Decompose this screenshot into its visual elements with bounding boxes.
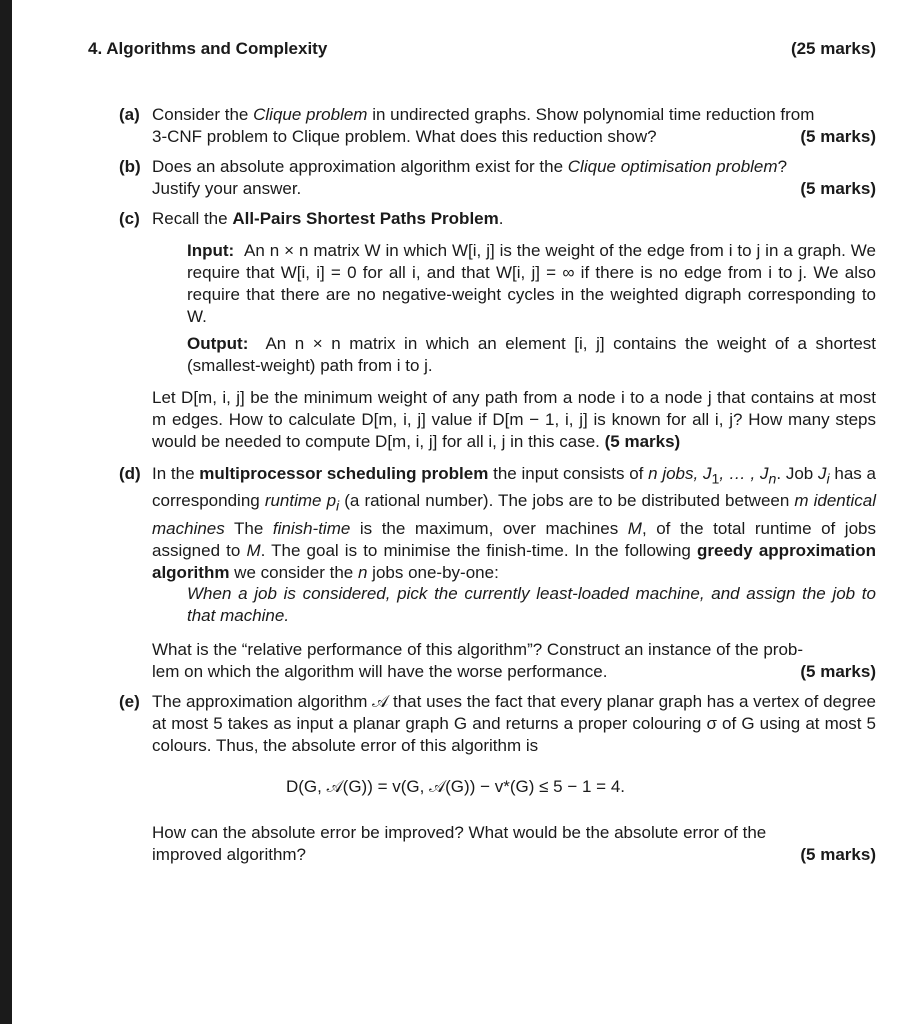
part-d-text: we consider the: [229, 562, 358, 582]
part-a-line2: 3-CNF problem to Clique problem. What does this reduction show?: [152, 127, 657, 146]
part-b-label: (b): [119, 157, 141, 176]
part-e-question-line1: How can the absolute error be improved? What would be the absolute error of the: [152, 823, 767, 842]
part-d-text: jobs one-by-one:: [367, 562, 499, 582]
part-d-subscript: i: [826, 471, 830, 488]
part-d-text: (a rational number). The jobs are to be distributed between: [339, 491, 795, 511]
part-e-body: The approximation algorithm 𝒜 that uses the fact that every planar graph has a vertex of degree at most 5 takes as input a planar graph G and returns a proper colouring σ of G using at most 5 colours. Thus, the absolute error of this algorithm is: [152, 692, 876, 755]
part-d-math: M: [627, 518, 642, 538]
part-d-label: (d): [119, 464, 141, 483]
part-d-question-line1: What is the “relative performance of this algorithm”? Construct an instance of the prob-: [152, 640, 804, 659]
part-d-text: is the maximum, over machines: [350, 518, 628, 538]
part-c-marks: (5 marks): [604, 432, 681, 451]
part-b-text: Does an absolute approximation algorithm exist for the: [152, 157, 568, 176]
part-c-body-text: Let D[m, i, j] be the minimum weight of any path from a node i to a node j that contains at most m edges. How to calculate D[m, i, j] value if D[m − 1, i, j] is known for all i, j? How many steps would be needed to compute D[m, i, j] for all i, j in this case.: [152, 388, 876, 451]
part-b-marks: (5 marks): [800, 179, 876, 198]
part-c-input-label: Input:: [187, 241, 235, 260]
part-d-text: . The goal is to minimise the finish-time. In the following: [260, 540, 697, 560]
part-d-math: runtime p: [264, 491, 337, 511]
part-d-text: . Job: [776, 464, 818, 483]
question-marks: (25 marks): [790, 39, 876, 58]
part-d-text: the input consists of: [488, 464, 649, 483]
question-title: 4. Algorithms and Complexity: [88, 39, 328, 58]
part-b-emphasis: Clique optimisation problem: [567, 157, 778, 176]
part-a-line1: [152, 104, 814, 126]
part-e-formula: D(G, 𝒜(G)) = v(G, 𝒜(G)) − v*(G) ≤ 5 − 1 = 4.: [285, 777, 626, 796]
part-d-algorithm-name: greedy approximation algorithm: [152, 540, 876, 582]
part-b-text: ?: [777, 157, 788, 176]
part-c-output-label: Output:: [187, 334, 249, 353]
part-d-math: , … , J: [719, 464, 769, 483]
part-d-math: n jobs, J: [648, 464, 712, 483]
part-e-label: (e): [119, 692, 140, 711]
part-a-text: in undirected graphs. Show polynomial time reduction from: [367, 105, 815, 124]
part-d-text: The: [224, 518, 273, 538]
part-c-output: [187, 333, 876, 377]
part-a-emphasis: Clique problem: [253, 105, 368, 124]
part-d-quote: When a job is considered, pick the currently least-loaded machine, and assign the job to that machine.: [187, 584, 876, 625]
part-d-subscript: i: [336, 498, 340, 515]
part-c-label: (c): [119, 209, 140, 228]
part-c-intro: [152, 208, 503, 230]
part-b-line2: Justify your answer.: [152, 179, 302, 198]
part-c-text: .: [498, 209, 504, 228]
part-d-math: M: [246, 540, 261, 560]
part-d-subscript: 1: [711, 471, 720, 488]
part-d-marks: (5 marks): [800, 662, 876, 681]
part-e-marks: (5 marks): [800, 845, 876, 864]
part-c-text: Recall the: [152, 209, 233, 228]
part-e-question-line2: improved algorithm?: [152, 845, 307, 864]
part-d-math: n: [357, 562, 368, 582]
part-d-emphasis: m identical machines: [152, 491, 876, 538]
part-d-subscript: n: [768, 471, 777, 488]
part-a-text: Consider the: [152, 105, 254, 124]
part-c-input-text: An n × n matrix W in which W[i, j] is the weight of the edge from i to j in a graph. We require that W[i, i] = 0 for all i, and that W[i, j] = ∞ if there is no edge from i to j. We also require that there are no negative-weight cycles in the weighted digraph corresponding to W.: [187, 241, 876, 326]
part-b-line1: [152, 156, 787, 178]
part-a-label: (a): [119, 105, 140, 124]
part-d-body: [152, 463, 876, 584]
part-a-marks: (5 marks): [800, 127, 876, 146]
part-c-input: [187, 240, 876, 328]
part-d-problem-name: multiprocessor scheduling problem: [199, 464, 489, 483]
part-c-output-text: An n × n matrix in which an element [i, j] contains the weight of a shortest (smallest-weight) path from i to j.: [187, 334, 877, 375]
part-d-text: In the: [152, 464, 200, 483]
part-d-math: J: [817, 464, 827, 483]
part-d-text: has a corresponding: [152, 464, 876, 511]
part-d-text: , of the total runtime of jobs assigned to: [152, 518, 876, 560]
part-d-emphasis: finish-time: [272, 518, 351, 538]
part-c-body: [152, 387, 876, 453]
part-c-problem-name: All-Pairs Shortest Paths Problem: [232, 209, 499, 228]
part-d-question-line2: lem on which the algorithm will have the worse performance.: [152, 662, 608, 681]
